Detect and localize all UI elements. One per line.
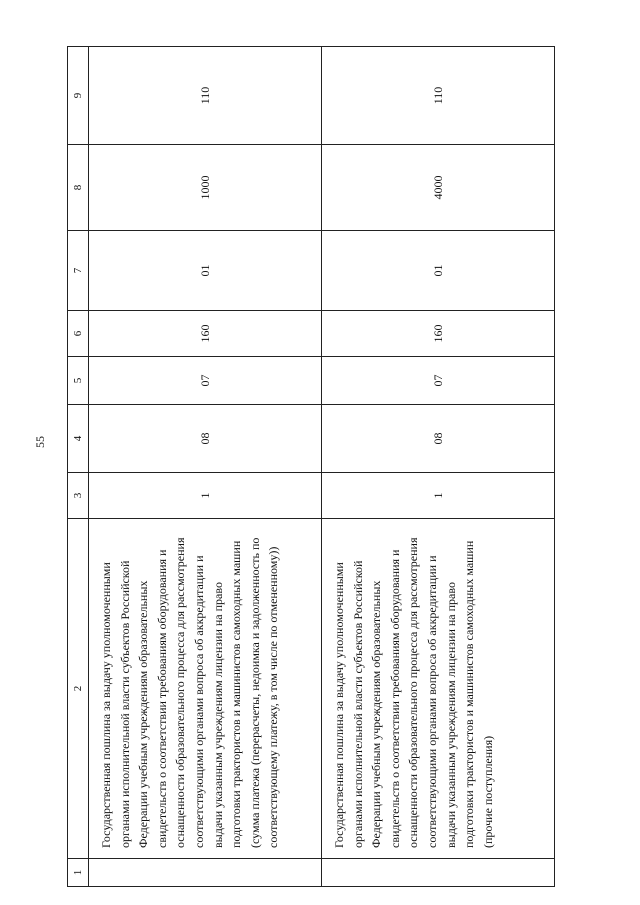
column-number-4: 4	[68, 405, 89, 473]
column-number-6: 6	[68, 311, 89, 357]
row-col6-cell: 160	[89, 311, 322, 357]
row-col8-cell: 4000	[322, 145, 555, 231]
page-number: 55	[33, 436, 47, 448]
budget-classification-table	[67, 46, 555, 887]
row-col4-cell: 08	[322, 405, 555, 473]
column-number-8: 8	[68, 145, 89, 231]
row-col5-cell: 07	[89, 357, 322, 405]
table-row	[322, 47, 555, 887]
row-col6-cell: 160	[322, 311, 555, 357]
row-col7-cell: 01	[322, 231, 555, 311]
row-col3-cell: 1	[89, 473, 322, 519]
row-col3-cell: 1	[322, 473, 555, 519]
column-number-5: 5	[68, 357, 89, 405]
column-number-7: 7	[68, 231, 89, 311]
table-container	[67, 47, 529, 887]
row-col9-cell: 110	[89, 47, 322, 145]
column-number-3: 3	[68, 473, 89, 519]
table-row	[89, 47, 322, 887]
row-col4-cell: 08	[89, 405, 322, 473]
row-name-cell: Государственная пошлина за выдачу уполномоченными органами исполнительной власти субъектов Российской Федерации учебным учреждениям образовательных свидетельств о соответствии требованиям оборудования и оснащенности образовательного процесса для рассмотрения соответствующими органами вопроса об аккредитации и выдачи указанным учреждениям лицензии на право подготовки трактористов и машинистов самоходных машин (сумма платежа (перерасчеты, недоимка и задолженность по соответствующему платежу, в том числе по отмененному))	[89, 519, 322, 859]
row-col1-cell	[89, 859, 322, 887]
row-col9-cell: 110	[322, 47, 555, 145]
column-number-1: 1	[68, 859, 89, 887]
row-col7-cell: 01	[89, 231, 322, 311]
row-col1-cell	[322, 859, 555, 887]
row-col8-cell: 1000	[89, 145, 322, 231]
column-number-row	[68, 47, 89, 887]
row-col5-cell: 07	[322, 357, 555, 405]
row-name-cell: Государственная пошлина за выдачу уполномоченными органами исполнительной власти субъектов Российской Федерации учебным учреждениям образовательных свидетельств о соответствии требованиям оборудования и оснащенности образовательного процесса для рассмотрения соответствующими органами вопроса об аккредитации и выдачи указанным учреждениям лицензии на право подготовки трактористов и машинистов самоходных машин (прочие поступления)	[322, 519, 555, 859]
column-number-9: 9	[68, 47, 89, 145]
column-number-2: 2	[68, 519, 89, 859]
